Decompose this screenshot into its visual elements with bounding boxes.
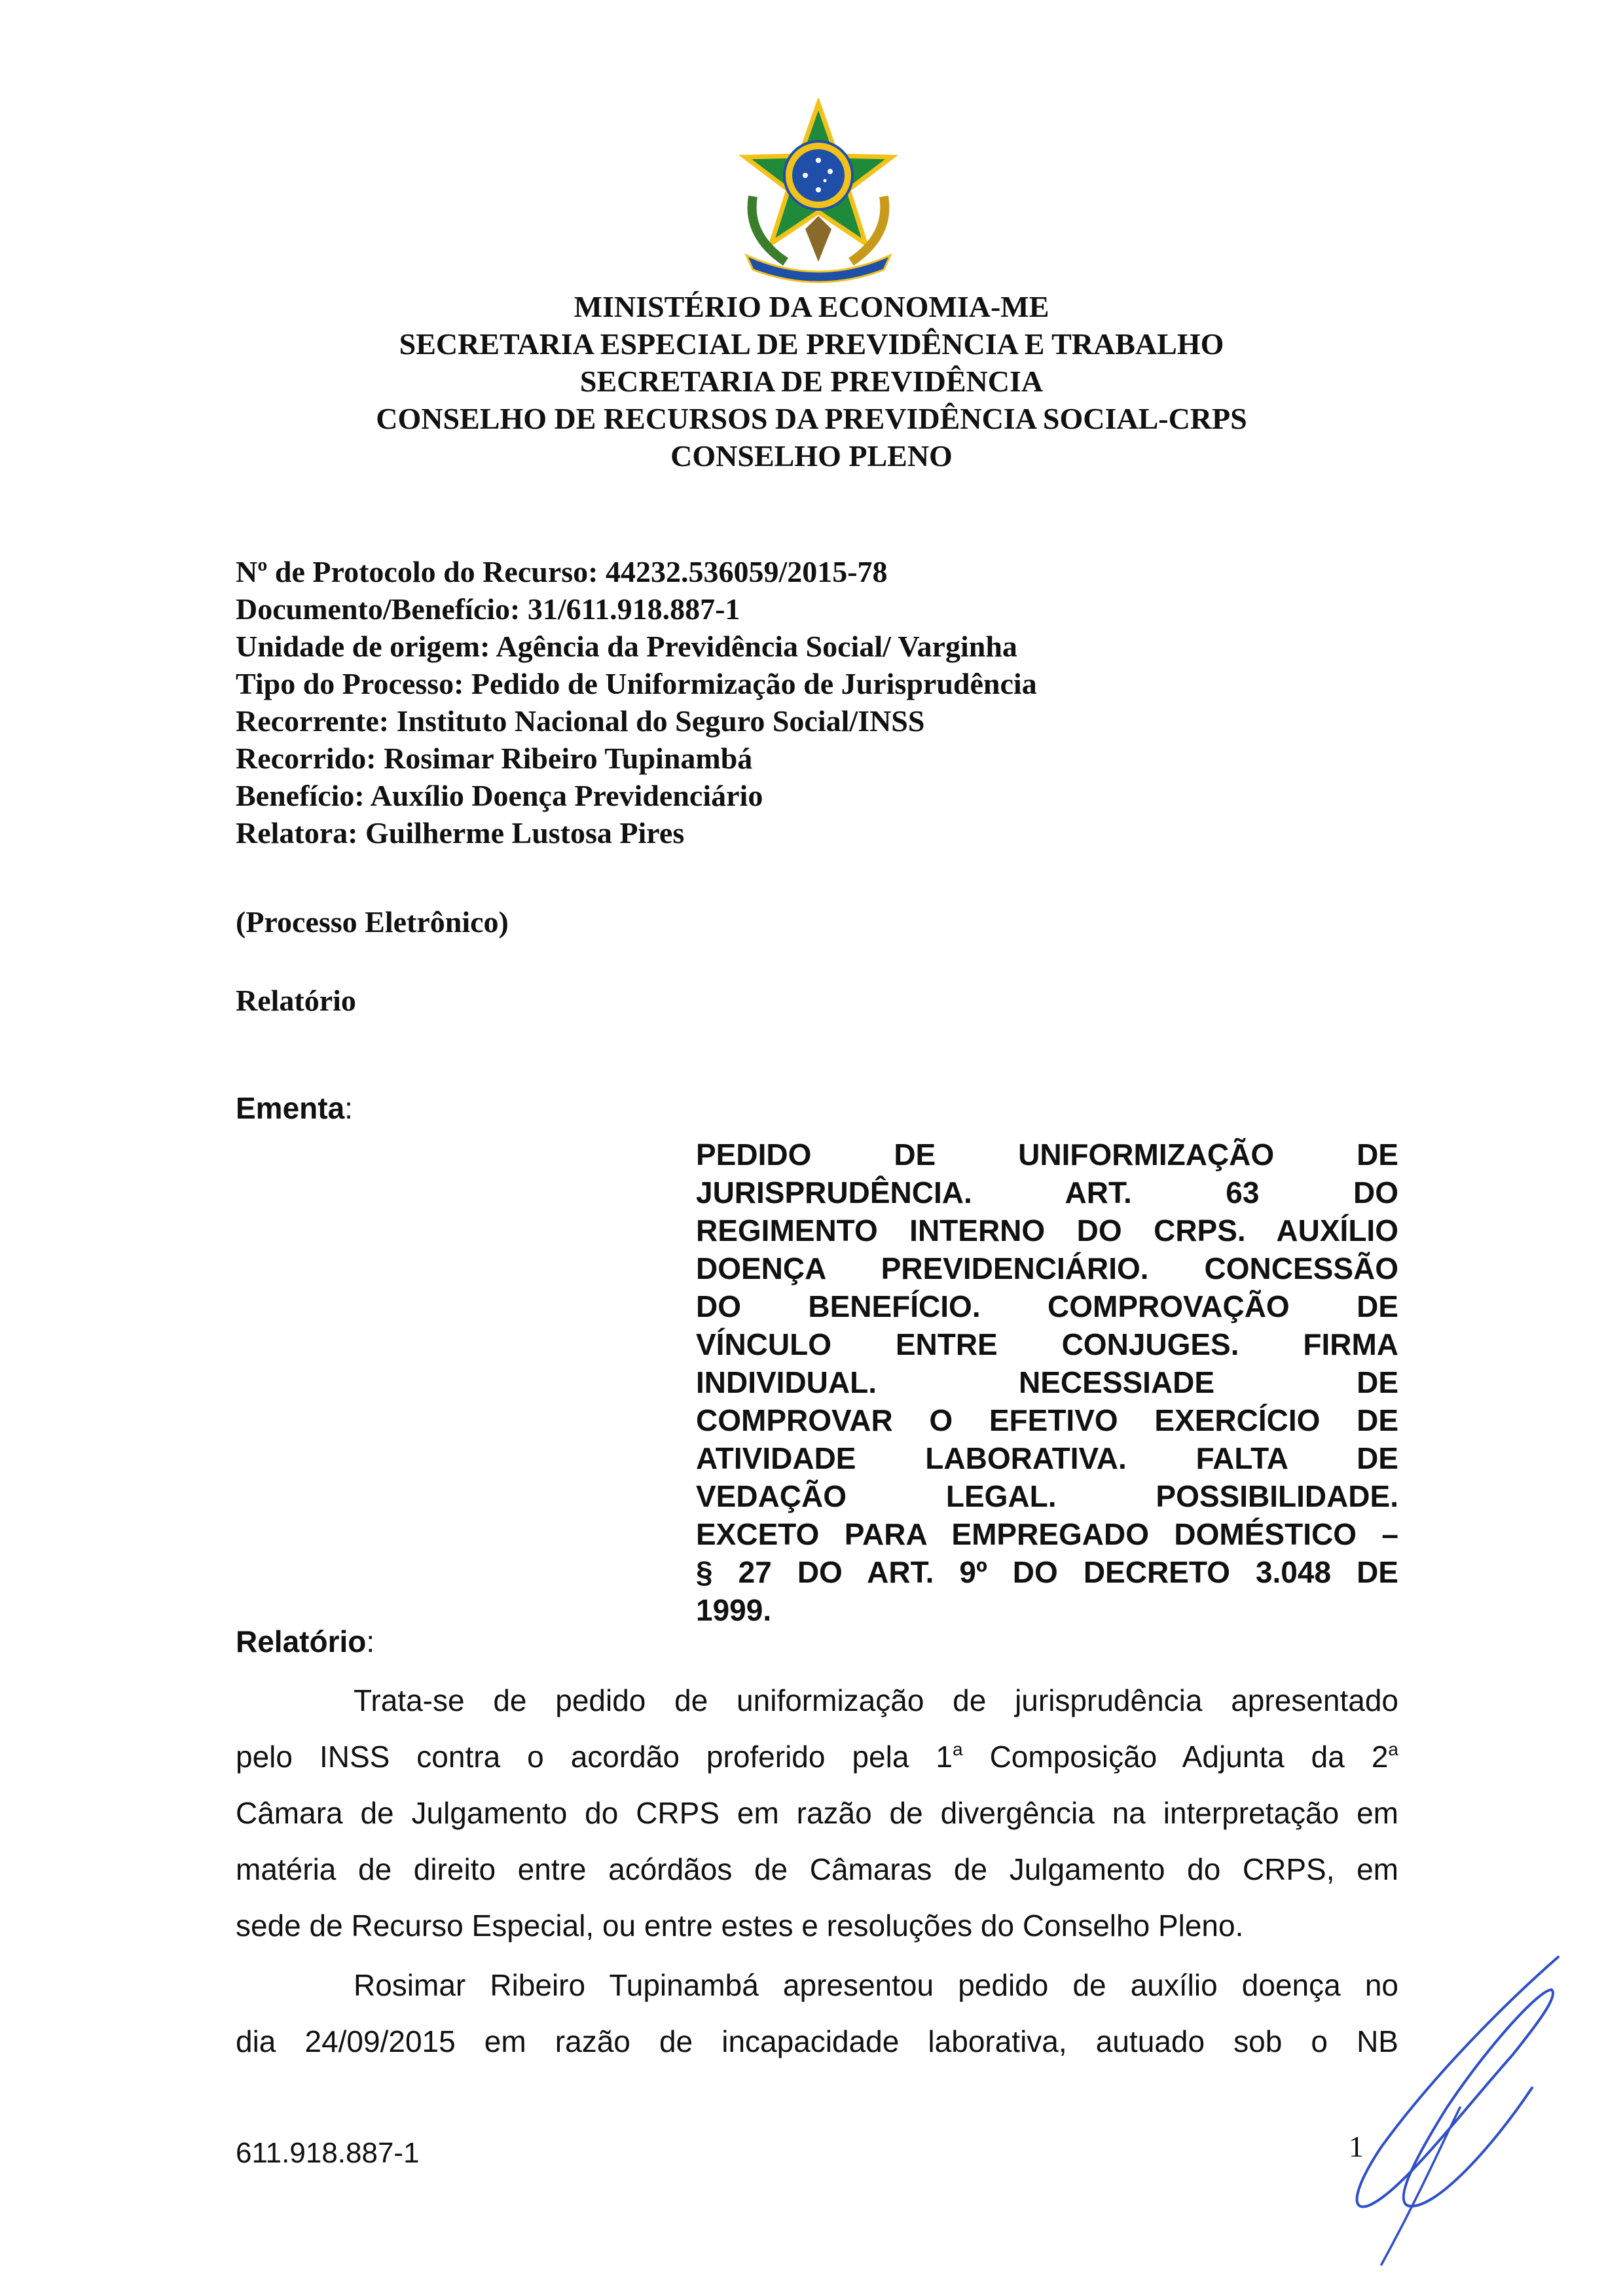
footer-document-number: 611.918.887-1 bbox=[236, 2137, 420, 2169]
meta-beneficio: Benefício: Auxílio Doença Previdenciário bbox=[236, 779, 763, 812]
meta-recorrente: Recorrente: Instituto Nacional do Seguro Social/INSS bbox=[236, 704, 925, 738]
coat-of-arms-emblem bbox=[727, 98, 910, 285]
paragraph-line: dia 24/09/2015 em razão de incapacidade laborativa, autuado sob o NB bbox=[236, 2024, 1398, 2058]
ementa-line: DOENÇA PREVIDENCIÁRIO. CONCESSÃO bbox=[696, 1251, 1398, 1285]
meta-relatora: Relatora: Guilherme Lustosa Pires bbox=[236, 816, 685, 850]
paragraph-line: sede de Recurso Especial, ou entre estes e resoluções do Conselho Pleno. bbox=[236, 1909, 1244, 1943]
ementa-line: VÍNCULO ENTRE CONJUGES. FIRMA bbox=[696, 1327, 1398, 1361]
ementa-line: VEDAÇÃO LEGAL. POSSIBILIDADE. bbox=[696, 1479, 1398, 1513]
paragraph-line: Trata-se de pedido de uniformização de jurisprudência apresentado bbox=[354, 1683, 1398, 1717]
paragraph-1 bbox=[236, 1672, 1398, 1954]
header-line-ministerio: MINISTÉRIO DA ECONOMIA-ME bbox=[574, 290, 1049, 323]
ementa-line: COMPROVAR O EFETIVO EXERCÍCIO DE bbox=[696, 1403, 1398, 1437]
ordinal-sup: a bbox=[953, 1738, 963, 1759]
process-metadata bbox=[236, 553, 1037, 852]
ementa-line: INDIVIDUAL. NECESSIADE DE bbox=[696, 1365, 1398, 1399]
para1-l2b: Composição Adjunta da 2 bbox=[962, 1740, 1389, 1774]
ementa-line: ATIVIDADE LABORATIVA. FALTA DE bbox=[696, 1441, 1398, 1475]
page-number: 1 bbox=[1349, 2130, 1364, 2163]
ementa-label-text: Ementa bbox=[236, 1091, 345, 1125]
ementa-line: 1999. bbox=[696, 1593, 772, 1627]
paragraph-2 bbox=[236, 1957, 1398, 2070]
ementa-line: PEDIDO DE UNIFORMIZAÇÃO DE bbox=[696, 1138, 1398, 1172]
meta-protocolo: Nº de Protocolo do Recurso: 44232.536059/2015-78 bbox=[236, 555, 888, 588]
processo-eletronico: (Processo Eletrônico) bbox=[236, 905, 509, 939]
ementa-line: REGIMENTO INTERNO DO CRPS. AUXÍLIO bbox=[696, 1213, 1398, 1247]
header-line-conselho-pleno: CONSELHO PLENO bbox=[670, 439, 953, 473]
relatorio-label-text: Relatório bbox=[236, 1624, 367, 1659]
coat-of-arms-globe bbox=[792, 149, 845, 202]
handwritten-signature bbox=[1342, 1950, 1578, 2278]
relatorio-heading: Relatório bbox=[236, 984, 356, 1017]
ementa-line: JURISPRUDÊNCIA. ART. 63 DO bbox=[696, 1175, 1398, 1210]
relatorio-label bbox=[236, 1623, 374, 1660]
header-line-secretaria-especial: SECRETARIA ESPECIAL DE PREVIDÊNCIA E TRABALHO bbox=[399, 327, 1224, 361]
header-line-conselho: CONSELHO DE RECURSOS DA PREVIDÊNCIA SOCIAL-CRPS bbox=[376, 402, 1247, 435]
paragraph-line: matéria de direito entre acórdãos de Câmaras de Julgamento do CRPS, em bbox=[236, 1852, 1398, 1886]
header-line-secretaria: SECRETARIA DE PREVIDÊNCIA bbox=[579, 365, 1044, 398]
ementa-line: DO BENEFÍCIO. COMPROVAÇÃO DE bbox=[696, 1289, 1398, 1323]
ementa-line: EXCETO PARA EMPREGADO DOMÉSTICO – bbox=[696, 1517, 1398, 1551]
para1-l2a: pelo INSS contra o acordão proferido pela 1 bbox=[236, 1740, 953, 1774]
ementa-line: § 27 DO ART. 9º DO DECRETO 3.048 DE bbox=[696, 1555, 1398, 1589]
ementa-label bbox=[236, 1090, 353, 1127]
relatorio-colon: : bbox=[366, 1624, 375, 1659]
ementa-text bbox=[696, 1136, 1398, 1629]
ordinal-sup: a bbox=[1388, 1738, 1398, 1759]
meta-tipo: Tipo do Processo: Pedido de Uniformização de Jurisprudência bbox=[236, 667, 1037, 700]
paragraph-line bbox=[236, 1729, 1398, 1785]
document-header bbox=[0, 288, 1623, 475]
meta-documento: Documento/Benefício: 31/611.918.887-1 bbox=[236, 592, 740, 626]
paragraph-line: Rosimar Ribeiro Tupinambá apresentou pedido de auxílio doença no bbox=[354, 1968, 1398, 2002]
ementa-colon: : bbox=[344, 1091, 353, 1125]
meta-recorrido: Recorrido: Rosimar Ribeiro Tupinambá bbox=[236, 742, 753, 775]
coat-of-arms-sword bbox=[805, 216, 831, 262]
meta-unidade: Unidade de origem: Agência da Previdência Social/ Varginha bbox=[236, 630, 1017, 663]
paragraph-line: Câmara de Julgamento do CRPS em razão de divergência na interpretação em bbox=[236, 1796, 1398, 1830]
